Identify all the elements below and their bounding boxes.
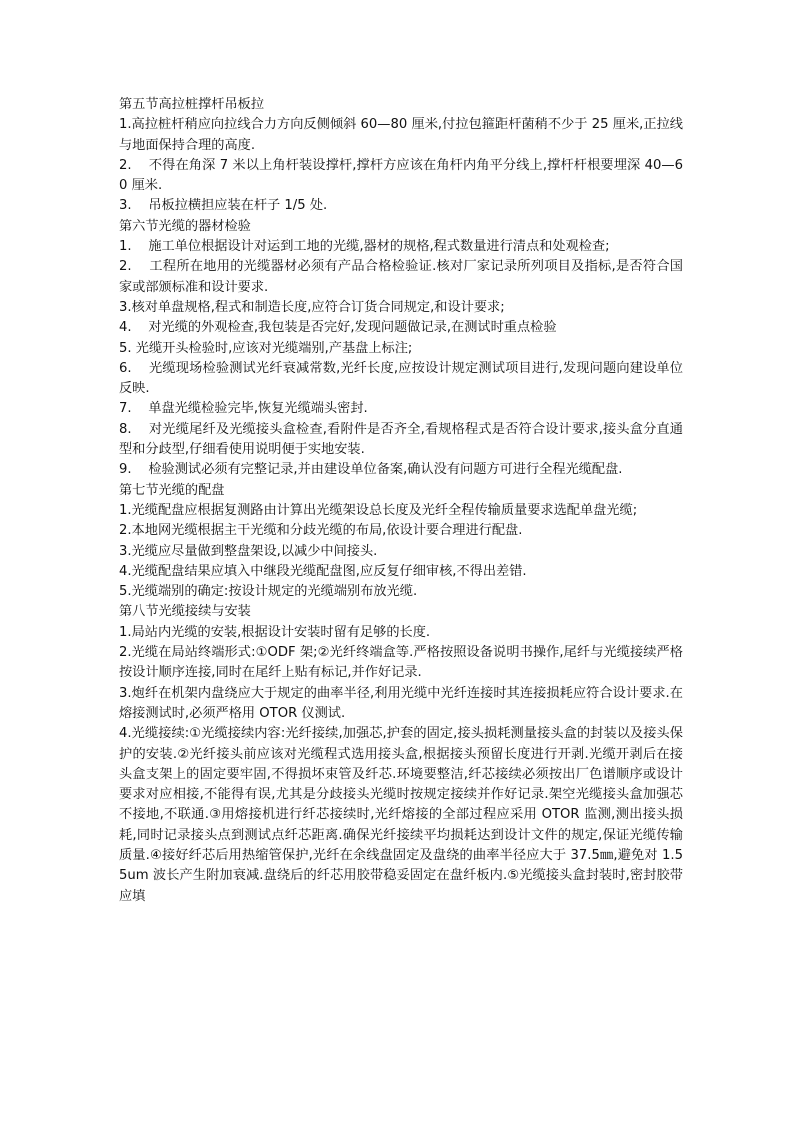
paragraph: 6. 光缆现场检验测试光纤衰减常数,光纤长度,应按设计规定测试项目进行,发现问题向建设单位反映.: [119, 360, 683, 397]
paragraph: 3.光缆应尽量做到整盘架设,以减少中间接头.: [119, 543, 378, 559]
paragraph: 4.光缆接续:①光缆接续内容:光纤接续,加强芯,护套的固定,接头损耗测量接头盒的封装以及接头保护的安装.②光纤接头前应该对光缆程式选用接头盒,根据接头预留长度进行开剥.光缆开剥后在接头盒支架上的固定要牢固,不得损坏束管及纤芯.环境要整洁,纤芯接续必须按出厂色谱顺序或设计要求对应相接,不能得有误,尤其是分歧接头光缆时按规定接续并作好记录.架空光缆接头盒加强芯不接地,不联通.③用熔接机进行纤芯接续时,光纤熔接的全部过程应采用 OTOR 监测,测出接头损耗,同时记录接头点到测试点纤芯距离.确保光纤接续平均损耗达到设计文件的规定,保证光缆传输质量.④接好纤芯后用热缩管保护,光纤在余线盘固定及盘绕的曲率半径应大于 37.5㎜,避免对 1.55um 波长产生附加衰减.盘绕后的纤芯用胶带稳妥固定在盘纤板内.⑤光缆接头盒封装时,密封胶带应填: [119, 726, 683, 904]
paragraph: 2.本地网光缆根据主干光缆和分歧光缆的布局,依设计要合理进行配盘.: [119, 523, 523, 539]
paragraph: 1.光缆配盘应根据复测路由计算出光缆架设总长度及光纤全程传输质量要求选配单盘光缆;: [119, 502, 638, 518]
paragraph: 2. 工程所在地用的光缆器材必须有产品合格检验证.核对厂家记录所列项目及指标,是否符合国家或部颁标准和设计要求.: [119, 259, 683, 295]
paragraph: 3. 吊板拉横担应装在杆子 1/5 处.: [119, 198, 328, 214]
section-heading: 第六节光缆的器材检验: [119, 218, 251, 234]
paragraph: 8. 对光缆尾纤及光缆接头盒检查,看附件是否齐全,看规格程式是否符合设计要求,接头盒分直通型和分歧型,仔细看使用说明便于实地安装.: [119, 421, 683, 458]
paragraph: 3.核对单盘规格,程式和制造长度,应符合订货合同规定,和设计要求;: [119, 299, 505, 315]
paragraph: 7. 单盘光缆检验完毕,恢复光缆端头密封.: [119, 401, 368, 417]
paragraph: 1.高拉桩杆稍应向拉线合力方向反侧倾斜 60—80 厘米,付拉包箍距杆菌稍不少于 25 厘米,正拉线与地面保持合理的高度.: [119, 117, 683, 153]
paragraph: 4. 对光缆的外观检查,我包装是否完好,发现问题做记录,在测试时重点检验: [119, 320, 557, 336]
paragraph: 2.光缆在局站终端形式:①ODF 架;②光纤终端盒等.严格按照设备说明书操作,尾纤与光缆接续严格按设计顺序连接,同时在尾纤上贴有标记,并作好记录.: [119, 645, 683, 681]
paragraph: 2. 不得在角深 7 米以上角杆装设撑杆,撑杆方应该在角杆内角平分线上,撑杆杆根要埋深 40—60 厘米.: [119, 157, 683, 194]
section-heading: 第五节高拉桩撑杆吊板拉: [119, 97, 265, 112]
paragraph: 5. 光缆开头检验时,应该对光缆端别,产基盘上标注;: [119, 340, 413, 356]
section-heading: 第七节光缆的配盘: [119, 482, 225, 498]
paragraph: 4.光缆配盘结果应填入中继段光缆配盘图,应反复仔细审核,不得出差错.: [119, 563, 527, 579]
paragraph: 1. 施工单位根据设计对运到工地的光缆,器材的规格,程式数量进行清点和处观检查;: [119, 239, 610, 255]
section-heading: 第八节光缆接续与安装: [119, 604, 251, 620]
paragraph: 1.局站内光缆的安装,根据设计安装时留有足够的长度.: [119, 624, 431, 640]
paragraph: 3.炮纤在机架内盘绕应大于规定的曲率半径,利用光缆中光纤连接时其连接损耗应符合设计要求.在熔接测试时,必须严格用 OTOR 仪测试.: [119, 685, 683, 721]
document-body: [119, 95, 683, 907]
paragraph: 9. 检验测试必须有完整记录,并由建设单位备案,确认没有问题方可进行全程光缆配盘.: [119, 462, 623, 478]
paragraph: 5.光缆端别的确定:按设计规定的光缆端别布放光缆.: [119, 584, 418, 600]
